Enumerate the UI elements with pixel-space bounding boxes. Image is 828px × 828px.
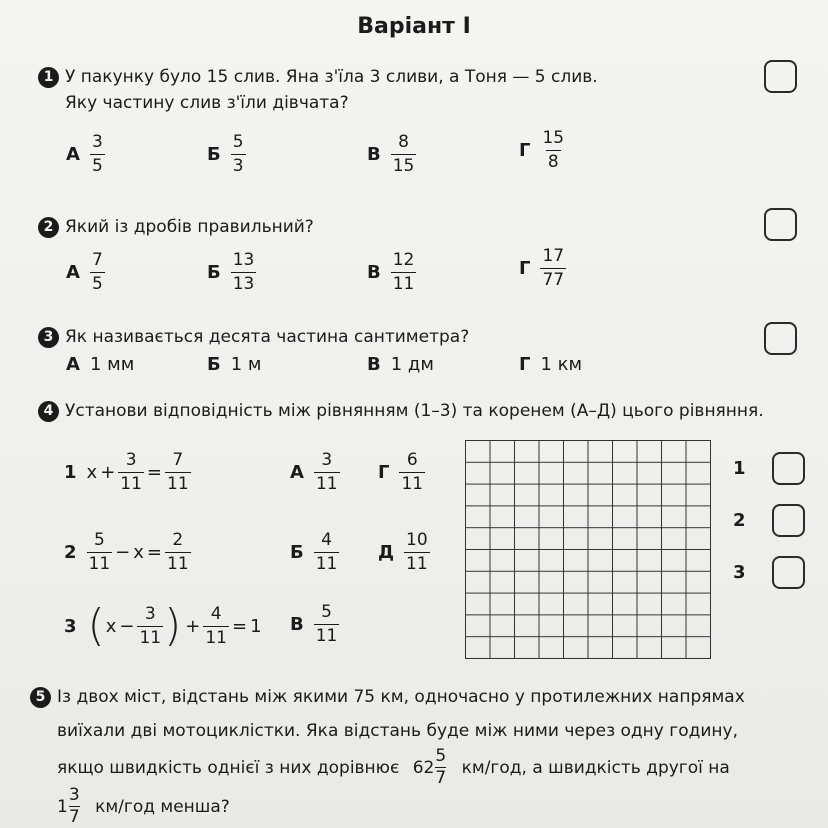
q1-option-b[interactable]: [207, 134, 246, 175]
page-title: Варіант I: [357, 14, 471, 39]
option-value: 1 м: [230, 354, 262, 375]
fraction: $\frac{2}{11}$: [167, 530, 189, 574]
root-e: Д $\frac{10}{11}$: [378, 530, 428, 574]
option-letter: Г: [519, 140, 531, 161]
q2-option-a[interactable]: [66, 252, 105, 293]
match-box-2[interactable]: [772, 504, 805, 537]
root-c: В $\frac{5}{11}$: [290, 602, 338, 646]
question-number-5: 5: [30, 687, 51, 708]
q2-option-d[interactable]: [519, 248, 566, 289]
option-letter: А: [66, 354, 80, 375]
answer-grid[interactable]: [465, 440, 711, 659]
speed-fraction: $\frac{5}{7}$: [435, 746, 447, 788]
answer-box-q3[interactable]: [764, 322, 797, 355]
option-letter: В: [367, 262, 381, 283]
root-d: Г $\frac{6}{11}$: [378, 450, 424, 494]
fraction: $\frac{3}{11}$: [139, 603, 162, 648]
root-b: Б $\frac{4}{11}$: [290, 530, 338, 574]
option-value: 1 км: [540, 354, 583, 375]
paren-open: (: [87, 600, 105, 651]
fraction: $\frac{15}{8}$: [542, 128, 565, 172]
match-box-1[interactable]: [772, 452, 805, 485]
match-label-1: 1: [733, 458, 746, 479]
fraction: $\frac{3}{11}$: [120, 450, 142, 494]
option-letter: Б: [207, 354, 221, 375]
answer-box-q2[interactable]: [764, 208, 797, 241]
q2-option-b[interactable]: [207, 252, 256, 293]
question-5-line3-post: км/год, а швидкість другої на: [461, 757, 730, 778]
fraction: $\frac{3}{11}$: [315, 450, 338, 494]
option-letter: Б: [207, 144, 221, 165]
option-letter: В: [367, 354, 381, 375]
match-label-3: 3: [733, 562, 746, 583]
q2-option-c[interactable]: [367, 252, 416, 293]
speed-whole: 62: [412, 757, 435, 778]
question-4-text: Установи відповідність між рівнянням (1–3) та коренем (А–Д) цього рівняння.: [65, 401, 764, 421]
question-3-text: Як називається десята частина сантиметра?: [65, 327, 470, 347]
question-5: [30, 680, 820, 826]
equation-index: 3: [64, 615, 77, 637]
question-4: [38, 398, 764, 424]
question-5-line2: виїхали дві мотоциклістки. Яка відстань буде між ними через одну годину,: [57, 721, 738, 741]
fraction: $\frac{13}{13}$: [232, 250, 255, 294]
fraction: $\frac{17}{77}$: [542, 246, 565, 290]
fraction: $\frac{12}{11}$: [392, 250, 415, 294]
fraction: $\frac{3}{5}$: [91, 132, 103, 176]
fraction: $\frac{4}{11}$: [205, 603, 227, 648]
q1-option-a[interactable]: [66, 134, 105, 175]
fraction: $\frac{6}{11}$: [401, 450, 424, 494]
question-1-text-line1: У пакунку було 15 слив. Яна з'їла 3 сливи, а Тоня — 5 слив.: [65, 67, 598, 87]
fraction: $\frac{4}{11}$: [315, 530, 338, 574]
equation-2: 2 $\frac{5}{11}$ − x = $\frac{2}{11}$: [64, 530, 189, 574]
fraction: $\frac{7}{5}$: [91, 250, 103, 294]
q3-option-a[interactable]: [66, 354, 134, 375]
question-1: [38, 64, 598, 116]
diff-fraction: $\frac{3}{7}$: [68, 785, 80, 827]
q1-option-c[interactable]: [367, 134, 416, 175]
option-letter: Б: [207, 262, 221, 283]
option-letter: А: [66, 262, 80, 283]
question-number-2: 2: [38, 217, 59, 238]
fraction: $\frac{5}{11}$: [315, 602, 338, 646]
question-1-text-line2: Яку частину слив з'їли дівчата?: [65, 93, 349, 113]
equation-index: 1: [64, 462, 77, 483]
question-3: [38, 324, 469, 350]
q3-option-c[interactable]: [367, 354, 434, 375]
option-letter: В: [367, 144, 381, 165]
option-value: 1 дм: [390, 354, 434, 375]
q3-option-d[interactable]: [519, 354, 582, 375]
q1-option-d[interactable]: [519, 130, 566, 171]
q3-option-b[interactable]: [207, 354, 262, 375]
question-2: [38, 214, 314, 240]
question-number-3: 3: [38, 327, 59, 348]
fraction: $\frac{8}{15}$: [392, 132, 415, 176]
question-5-line3: якщо швидкість однієї з них дорівнює: [57, 757, 400, 778]
option-letter: Г: [519, 354, 531, 375]
match-label-2: 2: [733, 510, 746, 531]
option-letter: А: [66, 144, 80, 165]
question-5-line4: км/год менша?: [95, 796, 230, 817]
question-5-line1: Із двох міст, відстань між якими 75 км, одночасно у протилежних напрямах: [57, 687, 745, 707]
equation-3: 3 ( x − $\frac{3}{11}$ ) + $\frac{4}{11}$ = 1: [64, 600, 262, 651]
option-letter: Г: [519, 258, 531, 279]
paren-close: ): [164, 600, 182, 651]
equation-1: 1 x + $\frac{3}{11}$ = $\frac{7}{11}$: [64, 450, 189, 494]
fraction: $\frac{7}{11}$: [167, 450, 189, 494]
option-value: 1 мм: [89, 354, 135, 375]
fraction: $\frac{5}{11}$: [88, 530, 111, 574]
root-a: А $\frac{3}{11}$: [290, 450, 338, 494]
question-number-1: 1: [38, 67, 59, 88]
diff-whole: 1: [57, 796, 68, 817]
question-number-4: 4: [38, 401, 59, 422]
fraction: $\frac{10}{11}$: [406, 530, 428, 574]
equation-index: 2: [64, 542, 77, 563]
answer-box-q1[interactable]: [764, 60, 797, 93]
match-box-3[interactable]: [772, 556, 805, 589]
fraction: $\frac{5}{3}$: [232, 132, 244, 176]
question-2-text: Який із дробів правильний?: [65, 217, 314, 237]
